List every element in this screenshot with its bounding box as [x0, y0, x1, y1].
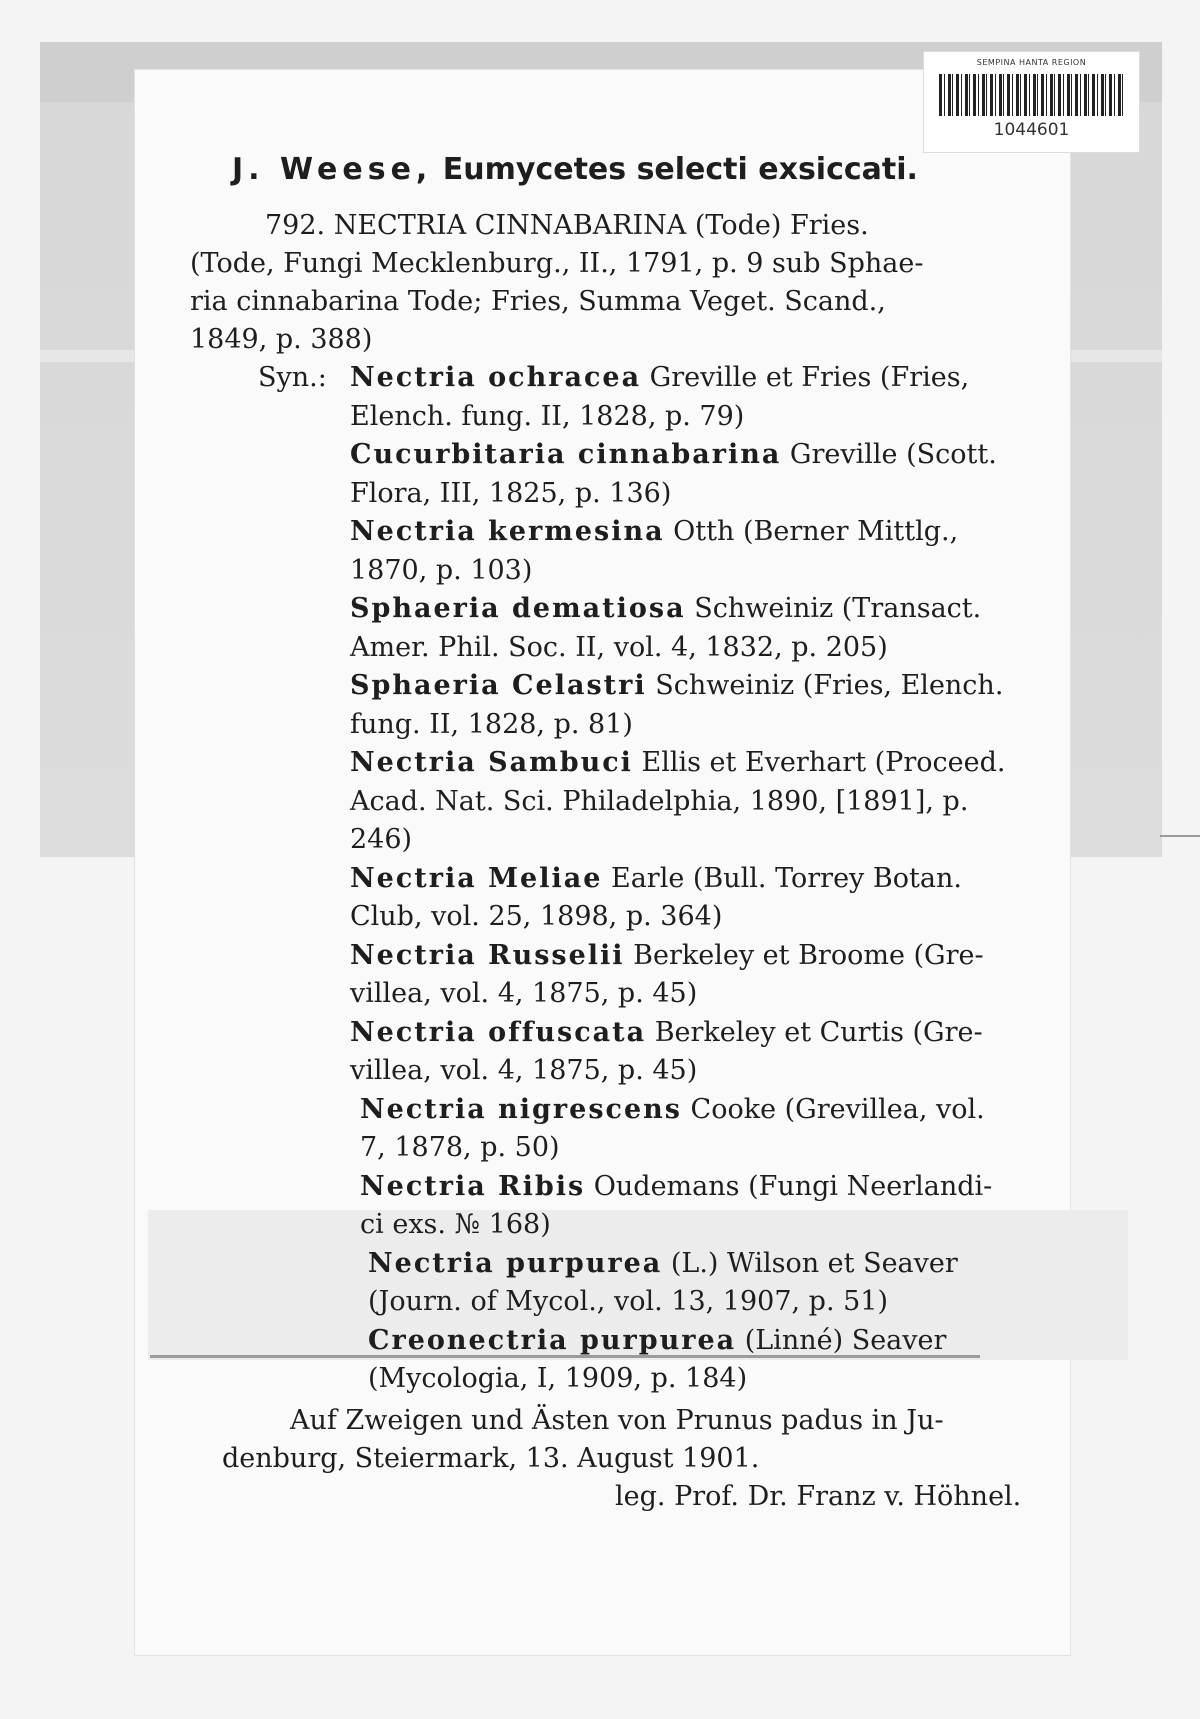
synonym-reference: 246): [350, 824, 413, 855]
synonym-reference: Acad. Nat. Sci. Philadelphia, 1890, [1891], p.: [350, 785, 969, 817]
species-name: Nectria offuscata: [350, 1016, 647, 1048]
synonym-line: [360, 1132, 560, 1164]
synonym-reference: Schweiniz (Fries, Elench.: [646, 670, 1004, 701]
synonym-reference: villea, vol. 4, 1875, p. 45): [350, 978, 698, 1009]
citation-line: (Tode, Fungi Mecklenburg., II., 1791, p. 9 sub Sphae-: [190, 248, 924, 279]
synonym-line: [368, 1248, 958, 1280]
synonym-reference: Ellis et Everhart (Proceed.: [632, 747, 1006, 778]
synonym-line: [368, 1325, 946, 1357]
species-name: Nectria purpurea: [368, 1247, 663, 1279]
collector-line: leg. Prof. Dr. Franz v. Höhnel.: [615, 1481, 1022, 1512]
species-name: Nectria Meliae: [350, 862, 603, 894]
synonym-reference: Earle (Bull. Torrey Botan.: [602, 862, 962, 894]
species-name: Nectria Ribis: [360, 1170, 586, 1202]
habitat-line: Auf Zweigen und Ästen von Prunus padus in Ju-: [290, 1405, 944, 1436]
synonym-reference: Otth (Berner Mittlg.,: [664, 516, 959, 547]
synonym-line: [350, 940, 984, 972]
synonym-line: [350, 747, 1005, 779]
entry-heading: 792. NECTRIA CINNABARINA (Tode) Fries.: [265, 210, 869, 241]
species-name: Creonectria purpurea: [368, 1324, 737, 1356]
barcode-sticker: [924, 52, 1139, 152]
synonym-line: [350, 901, 722, 933]
synonyms-label: Syn.:: [258, 362, 327, 393]
synonym-reference: fung. II, 1828, p. 81): [350, 708, 633, 740]
synonym-line: [360, 1209, 551, 1241]
synonym-line: [350, 555, 532, 587]
synonym-line: [350, 824, 412, 856]
synonym-line: [350, 401, 744, 433]
synonym-reference: Schweiniz (Transact.: [685, 593, 982, 624]
synonym-line: [368, 1363, 747, 1395]
synonym-reference: Greville et Fries (Fries,: [641, 362, 970, 393]
synonym-line: [360, 1094, 985, 1126]
synonym-reference: Berkeley et Broome (Gre-: [624, 939, 984, 971]
synonym-line: [350, 362, 969, 394]
barcode-header: SEMPINA HANTA REGION: [976, 58, 1087, 67]
synonym-line: [368, 1286, 888, 1318]
synonym-reference: Flora, III, 1825, p. 136): [350, 477, 672, 509]
synonym-reference: (Linné) Seaver: [736, 1324, 947, 1356]
synonym-reference: Berkeley et Curtis (Gre-: [646, 1016, 983, 1048]
synonym-reference: Club, vol. 25, 1898, p. 364): [350, 901, 723, 932]
synonym-reference: Cooke (Grevillea, vol.: [681, 1093, 985, 1125]
synonym-line: [350, 709, 633, 741]
synonym-line: [360, 1171, 992, 1203]
species-name: Nectria Sambuci: [350, 747, 633, 778]
habitat-line: denburg, Steiermark, 13. August 1901.: [222, 1443, 760, 1474]
citation-line: ria cinnabarina Tode; Fries, Summa Veget. Scand.,: [190, 286, 886, 317]
synonym-reference: (Mycologia, I, 1909, p. 184): [368, 1363, 748, 1394]
synonym-reference: (L.) Wilson et Seaver: [662, 1247, 958, 1279]
synonym-reference: (Journ. of Mycol., vol. 13, 1907, p. 51): [368, 1286, 889, 1317]
synonym-line: [350, 478, 671, 510]
synonym-line: [350, 1017, 983, 1049]
species-name: Cucurbitaria cinnabarina: [350, 439, 782, 470]
species-name: Nectria kermesina: [350, 516, 665, 547]
title-work: Eumycetes selecti exsiccati.: [442, 152, 918, 187]
synonym-reference: ci exs. № 168): [360, 1209, 551, 1240]
title-author: J. Weese,: [232, 152, 433, 187]
synonym-line: [350, 593, 981, 625]
species-name: Nectria nigrescens: [360, 1093, 682, 1125]
species-name: Nectria ochracea: [350, 362, 642, 393]
synonym-line: [350, 632, 888, 664]
citation-line: 1849, p. 388): [190, 324, 373, 355]
synonym-line: [350, 516, 958, 548]
species-name: Nectria Russelii: [350, 939, 625, 971]
synonym-reference: 7, 1878, p. 50): [360, 1132, 560, 1163]
synonym-reference: Amer. Phil. Soc. II, vol. 4, 1832, p. 205): [350, 631, 888, 663]
exsiccata-title: [232, 152, 918, 187]
synonym-reference: 1870, p. 103): [350, 554, 533, 586]
species-name: Sphaeria dematiosa: [350, 593, 686, 624]
board-edge-line: [1160, 835, 1200, 837]
synonym-line: [350, 670, 1003, 702]
synonym-line: [350, 786, 968, 818]
species-name: Sphaeria Celastri: [350, 670, 647, 701]
synonym-reference: villea, vol. 4, 1875, p. 45): [350, 1055, 698, 1086]
synonym-reference: Elench. fung. II, 1828, p. 79): [350, 400, 745, 432]
synonym-line: [350, 863, 962, 895]
synonym-line: [350, 1055, 697, 1087]
barcode-icon: [939, 74, 1124, 116]
synonym-line: [350, 978, 697, 1010]
synonym-line: [350, 439, 997, 471]
synonym-reference: Greville (Scott.: [781, 439, 997, 470]
synonym-reference: Oudemans (Fungi Neerlandi-: [585, 1170, 993, 1202]
barcode-number: 1044601: [993, 120, 1070, 140]
